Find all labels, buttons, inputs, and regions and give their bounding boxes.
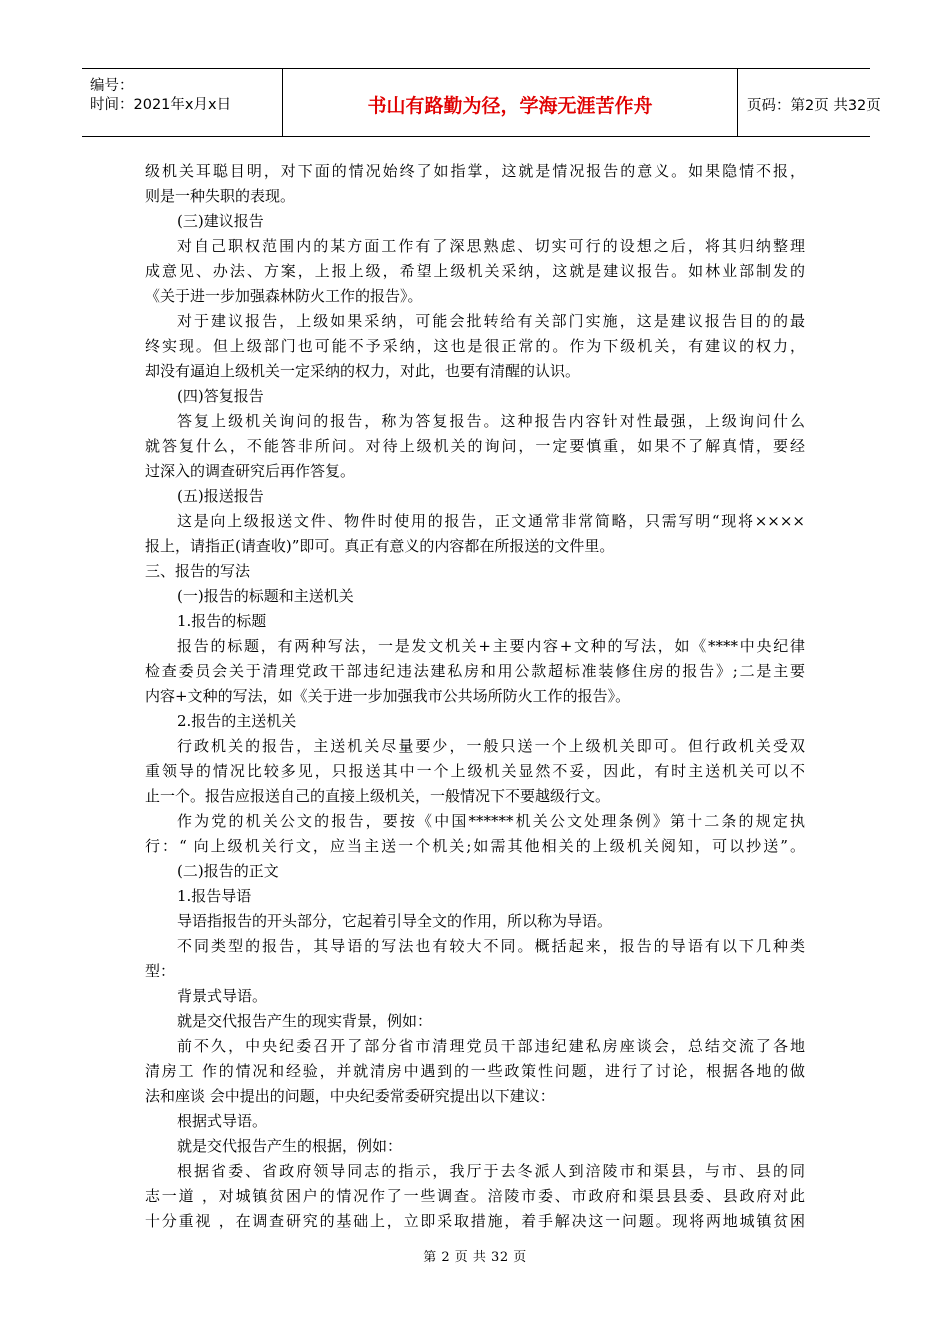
header-info-cell (82, 69, 283, 136)
body-line: 前不久，中央纪委召开了部分省市清理党员干部违纪建私房座谈会，总结交流了各地 (177, 1037, 805, 1055)
body-line: 却没有逼迫上级机关一定采纳的权力，对此，也要有清醒的认识。 (145, 362, 581, 380)
body-line: 背景式导语。 (177, 987, 268, 1005)
body-line: 就是交代报告产生的现实背景，例如： (177, 1012, 433, 1030)
body-line: 重领导的情况比较多见，只报送其中一个上级机关显然不妥，因此，有时主送机关可以不 (145, 762, 805, 780)
section-heading: (二)报告的正文 (177, 862, 279, 880)
document-date-label: 时间：2021年x月x日 (90, 97, 232, 113)
section-heading: (四)答复报告 (177, 387, 264, 405)
section-heading: 2.报告的主送机关 (177, 712, 297, 730)
body-line: 这是向上级报送文件、物件时使用的报告，正文通常非常简略，只需写明“现将×××× (177, 512, 805, 530)
body-line: 《关于进一步加强森林防火工作的报告》。 (145, 287, 423, 305)
header-page-number: 页码：第2页 共32页 (747, 98, 881, 114)
body-line: 法和座谈 会中提出的问题，中央纪委常委研究提出以下建议： (145, 1087, 555, 1105)
section-heading: (一)报告的标题和主送机关 (177, 587, 354, 605)
header-motto: 书山有路勤为径，学海无涯苦作舟 (367, 95, 653, 117)
document-number-label: 编号： (90, 78, 134, 94)
body-line: 行：“ 向上级机关行文，应当主送一个机关;如需其他相关的上级机关阅知，可以抄送”。 (145, 837, 805, 855)
section-heading: 1.报告的标题 (177, 612, 267, 630)
section-heading: 1.报告导语 (177, 887, 252, 905)
body-line: 对于建议报告，上级如果采纳，可能会批转给有关部门实施，这是建议报告目的的最 (177, 312, 805, 330)
section-heading: (五)报送报告 (177, 487, 264, 505)
body-line: 成意见、办法、方案，上报上级，希望上级机关采纳，这就是建议报告。如林业部制发的 (145, 262, 805, 280)
body-line: 答复上级机关询问的报告，称为答复报告。这种报告内容针对性最强，上级询问什么 (177, 412, 805, 430)
body-line: 根据式导语。 (177, 1112, 268, 1130)
body-line: 不同类型的报告，其导语的写法也有较大不同。概括起来，报告的导语有以下几种类 (177, 937, 805, 955)
body-line: 则是一种失职的表现。 (145, 187, 296, 205)
body-line: 止一个。报告应报送自己的直接上级机关，一般情况下不要越级行文。 (145, 787, 611, 805)
body-line: 终实现。但上级部门也可能不予采纳，这也是很正常的。作为下级机关，有建议的权力， (145, 337, 805, 355)
body-line: 根据省委、省政府领导同志的指示，我厅于去冬派人到涪陵市和渠县，与市、县的同 (177, 1162, 805, 1180)
body-line: 型： (145, 962, 176, 980)
header-motto-cell (283, 69, 738, 136)
body-line: 行政机关的报告，主送机关尽量要少，一般只送一个上级机关即可。但行政机关受双 (177, 737, 805, 755)
body-line: 就是交代报告产生的根据，例如： (177, 1137, 403, 1155)
page-footer: 第 2 页 共 32 页 (423, 1250, 527, 1265)
body-line: 报告的标题，有两种写法，一是发文机关+主要内容+文种的写法，如《****中央纪律 (177, 637, 805, 655)
body-line: 导语指报告的开头部分，它起着引导全文的作用，所以称为导语。 (177, 912, 613, 930)
section-heading: 三、报告的写法 (145, 562, 251, 580)
body-line: 级机关耳聪目明，对下面的情况始终了如指掌，这就是情况报告的意义。如果隐情不报， (145, 162, 805, 180)
body-line: 过深入的调查研究后再作答复。 (145, 462, 356, 480)
page-header (82, 68, 881, 137)
body-line: 检查委员会关于清理党政干部违纪违法建私房和用公款超标准装修住房的报告》;二是主要 (145, 662, 805, 680)
body-line: 志一道 ，对城镇贫困户的情况作了一些调查。涪陵市委、市政府和渠县县委、县政府对此 (145, 1187, 805, 1205)
body-line: 报上，请指正(请查收)”即可。真正有意义的内容都在所报送的文件里。 (145, 537, 615, 555)
body-line: 作为党的机关公文的报告，要按《中国******机关公文处理条例》第十二条的规定执 (177, 812, 805, 830)
body-line: 内容+文种的写法，如《关于进一步加强我市公共场所防火工作的报告》。 (145, 687, 631, 705)
body-line: 十分重视 ，在调查研究的基础上，立即采取措施，着手解决这一问题。现将两地城镇贫困 (145, 1212, 805, 1230)
body-line: 清房工 作的情况和经验，并就清房中遇到的一些政策性问题，进行了讨论，根据各地的做 (145, 1062, 805, 1080)
body-line: 就答复什么，不能答非所问。对待上级机关的询问，一定要慎重，如果不了解真情，要经 (145, 437, 805, 455)
header-page-cell (738, 69, 881, 136)
body-line: 对自己职权范围内的某方面工作有了深思熟虑、切实可行的设想之后，将其归纳整理 (177, 237, 805, 255)
section-heading: (三)建议报告 (177, 212, 264, 230)
